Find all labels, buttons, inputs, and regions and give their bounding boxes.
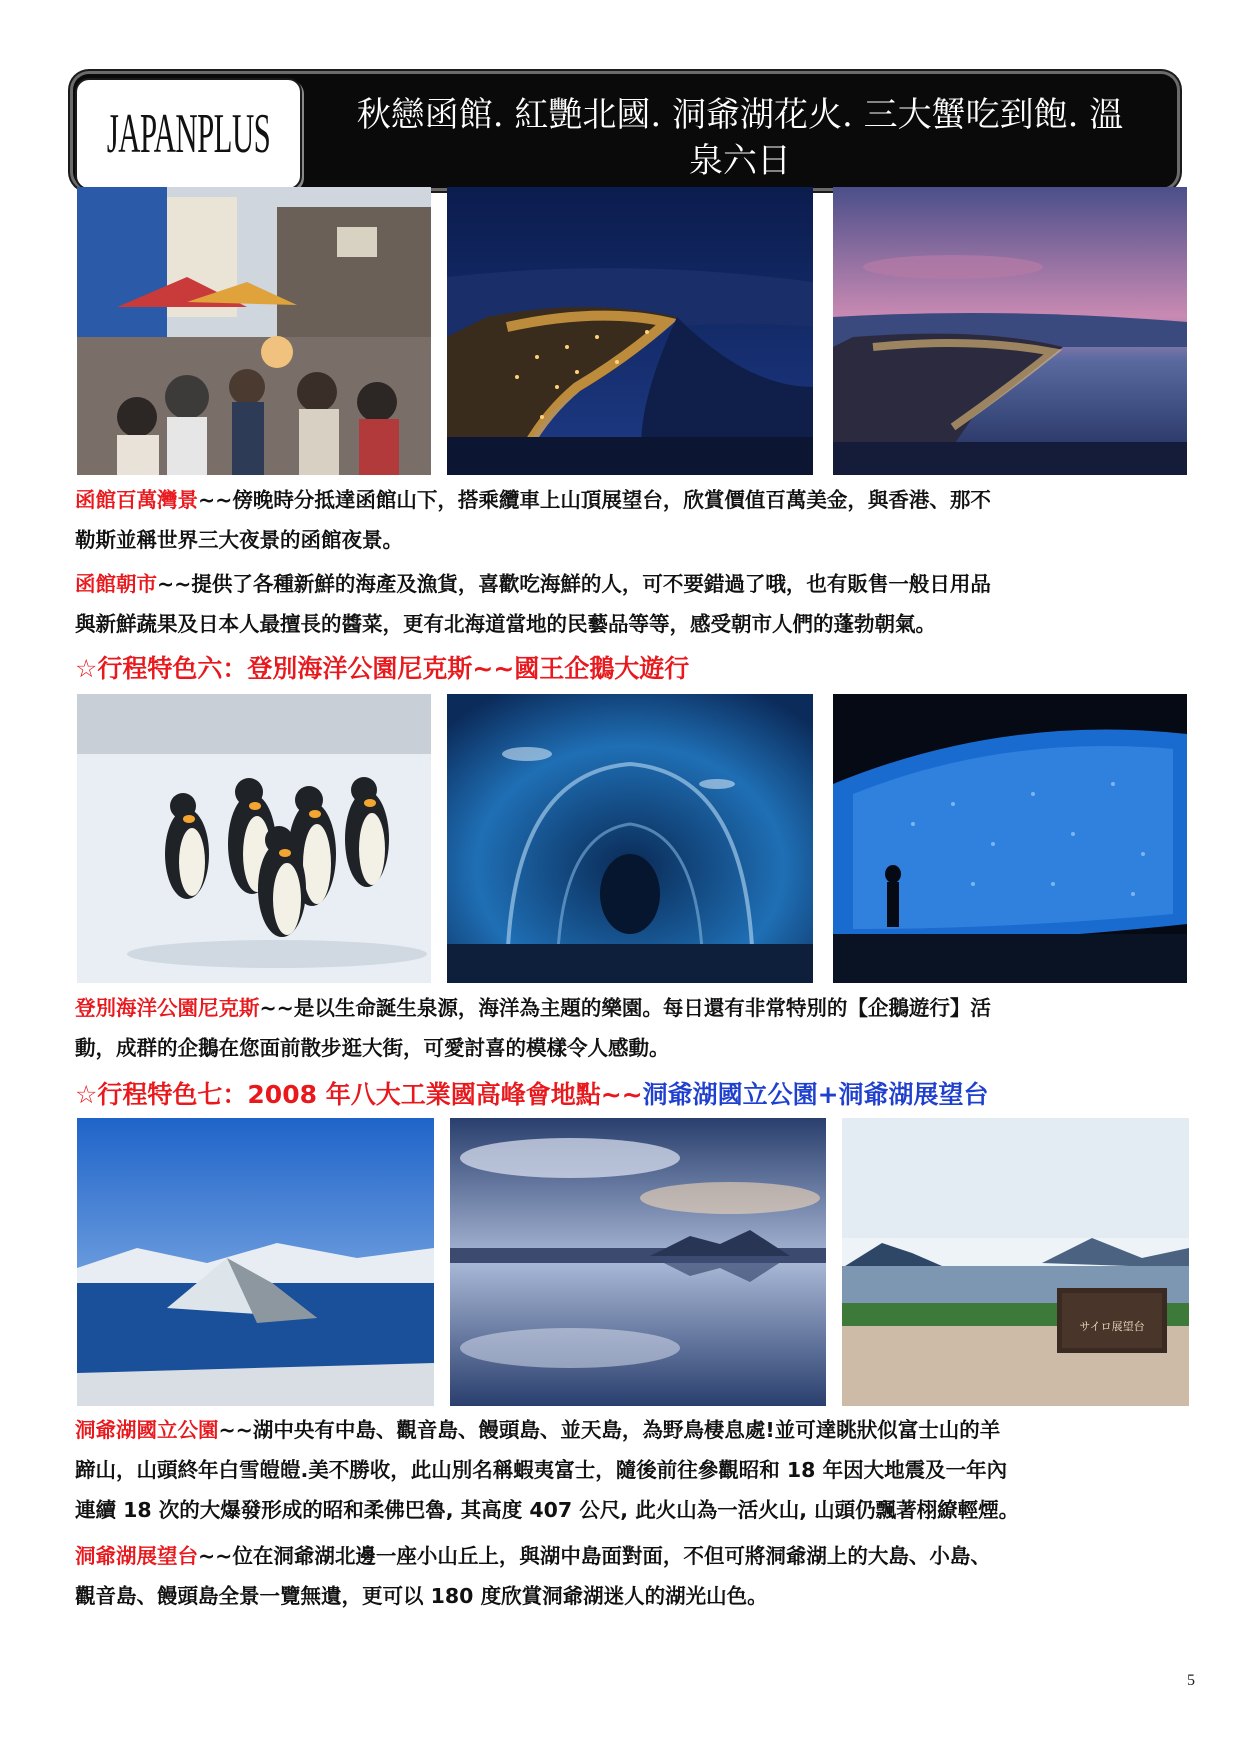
noboribetsu-nixe-text-1: ~~是以生命誕生泉源，海洋為主題的樂園。每日還有非常特別的【企鵝遊行】活	[259, 996, 991, 1020]
hakodate-morning-market-text-1: ~~提供了各種新鮮的海產及漁貨，喜歡吃海鮮的人，可不要錯過了哦，也有販售一般日用品	[157, 572, 991, 596]
lake-toya-park-label: 洞爺湖國立公園	[75, 1418, 219, 1442]
aquarium-tunnel-photo	[447, 694, 813, 983]
lake-toya-winter-photo	[77, 1118, 434, 1406]
brand-logo-text: JAPANPLUS	[106, 103, 271, 165]
lake-toya-observatory-paragraph	[75, 1536, 1200, 1616]
page-title	[310, 92, 1170, 184]
page-number: 5	[1187, 1672, 1195, 1689]
hakodate-morning-market-label: 函館朝市	[75, 572, 157, 596]
hakodate-night-view-label: 函館百萬灣景	[75, 488, 198, 512]
hakodate-dusk-view-photo	[833, 187, 1187, 475]
feature-seven-heading-red: ☆行程特色七：2008 年八大工業國高峰會地點~~	[75, 1080, 643, 1109]
hakodate-night-view-paragraph	[75, 480, 1195, 560]
lake-toya-park-text-2: 蹄山，山頭終年白雪皚皚.美不勝收，此山別名稱蝦夷富士，隨後前往參觀昭和 18 年因大地震及一年內	[75, 1458, 1008, 1482]
lake-toya-observatory-photo	[842, 1118, 1189, 1406]
feature-six-heading: ☆行程特色六：登別海洋公園尼克斯~~國王企鵝大遊行	[75, 654, 690, 683]
noboribetsu-nixe-label: 登別海洋公園尼克斯	[75, 996, 260, 1020]
penguin-parade-photo	[77, 694, 431, 983]
title-line-2: 泉六日	[689, 141, 791, 181]
feature-seven-heading	[75, 1078, 989, 1112]
lake-toya-park-text-3: 連續 18 次的大爆發形成的昭和柔佛巴魯, 其高度 407 公尺, 此火山為一活火山, 山頭仍飄著栩繚輕煙。	[75, 1498, 1020, 1522]
noboribetsu-nixe-text-2: 動，成群的企鵝在您面前散步逛大街，可愛討喜的模樣令人感動。	[75, 1036, 670, 1060]
lake-toya-observatory-text-2: 觀音島、饅頭島全景一覽無遺，更可以 180 度欣賞洞爺湖迷人的湖光山色。	[75, 1584, 768, 1608]
brand-logo-box	[75, 78, 302, 190]
lake-toya-observatory-text-1: ~~位在洞爺湖北邊一座小山丘上，與湖中島面對面，不但可將洞爺湖上的大島、小島、	[198, 1544, 991, 1568]
lake-toya-observatory-label: 洞爺湖展望台	[75, 1544, 198, 1568]
hakodate-night-view-text-1: ~~傍晚時分抵達函館山下，搭乘纜車上山頂展望台，欣賞價值百萬美金，與香港、那不	[198, 488, 991, 512]
hakodate-night-view-text-2: 勒斯並稱世界三大夜景的函館夜景。	[75, 528, 403, 552]
feature-seven-heading-blue: 洞爺湖國立公園+洞爺湖展望台	[642, 1080, 989, 1109]
observatory-sign-text: サイロ展望台	[1079, 1320, 1145, 1333]
lake-toya-park-text-1: ~~湖中央有中島、觀音島、饅頭島、並天島，為野鳥棲息處!並可達眺狀似富士山的羊	[218, 1418, 1001, 1442]
noboribetsu-nixe-paragraph	[75, 988, 1195, 1068]
title-line-1: 秋戀函館. 紅艷北國. 洞爺湖花火. 三大蟹吃到飽. 溫	[356, 95, 1124, 135]
aquarium-fish-tank-photo	[833, 694, 1187, 983]
lake-toya-park-paragraph	[75, 1410, 1200, 1530]
hakodate-morning-market-photo	[77, 187, 431, 475]
hakodate-night-view-photo	[447, 187, 813, 475]
hakodate-morning-market-paragraph	[75, 564, 1195, 644]
lake-toya-reflection-photo	[450, 1118, 826, 1406]
hakodate-morning-market-text-2: 與新鮮蔬果及日本人最擅長的醬菜，更有北海道當地的民藝品等等，感受朝市人們的蓬勃朝氣。	[75, 612, 936, 636]
